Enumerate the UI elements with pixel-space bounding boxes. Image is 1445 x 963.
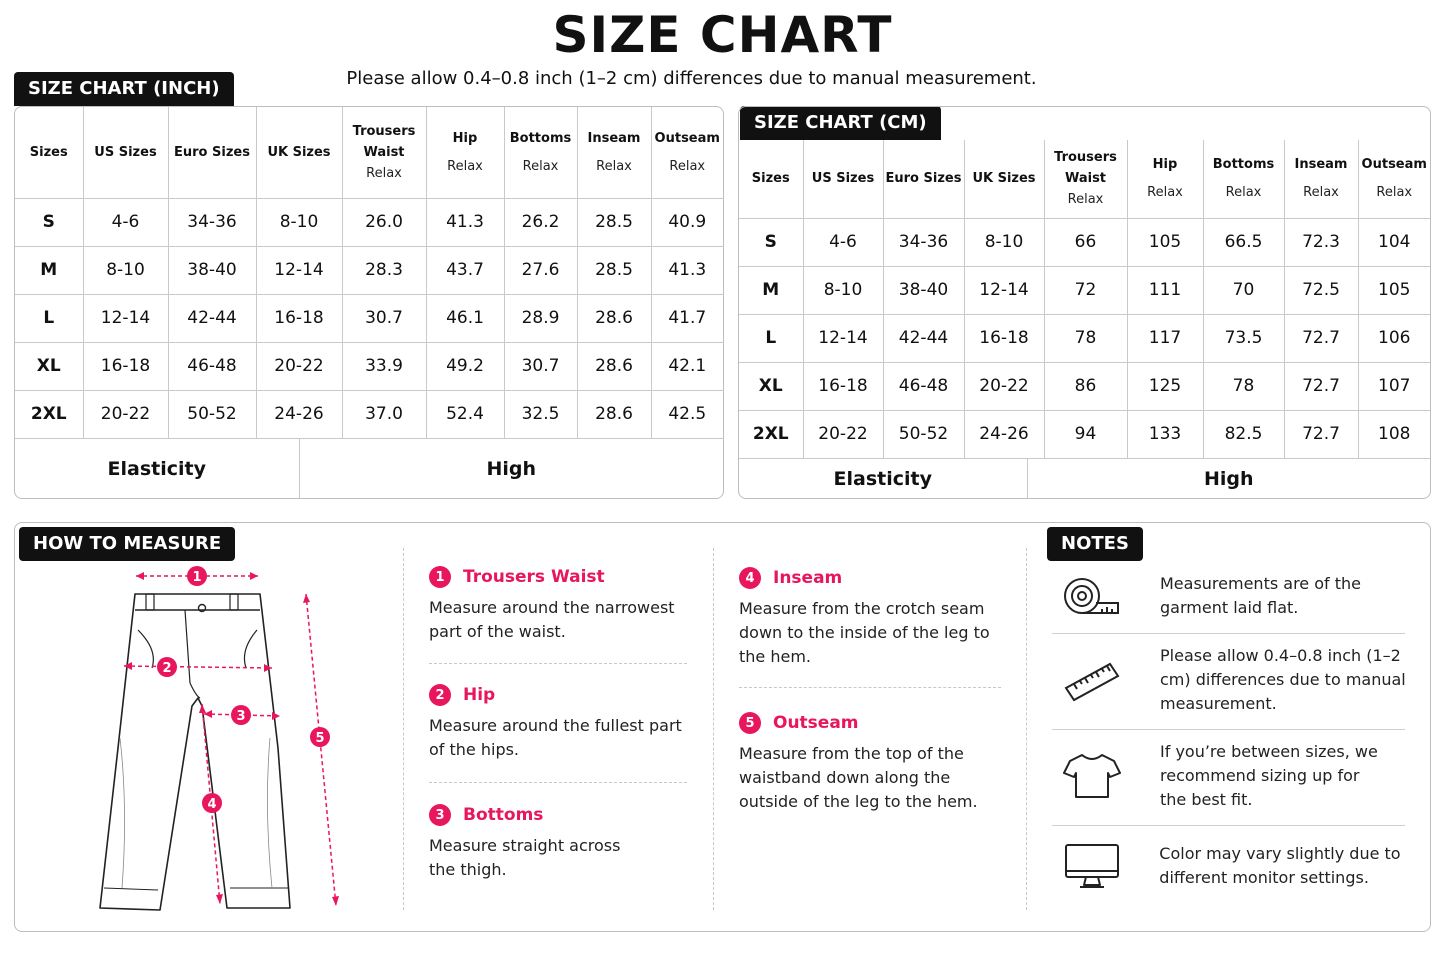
header-sizes: Sizes xyxy=(15,107,83,198)
header-label: Outseam xyxy=(1361,157,1427,173)
size-row xyxy=(15,342,723,390)
header-label: Bottoms xyxy=(1212,157,1275,173)
size-value: 66.5 xyxy=(1203,218,1284,266)
elasticity-row xyxy=(739,458,1430,499)
step-hip xyxy=(429,684,699,762)
column-divider xyxy=(713,548,714,910)
step-number: 4 xyxy=(739,567,761,589)
size-value: 72.7 xyxy=(1284,314,1358,362)
step-number: 2 xyxy=(429,684,451,706)
size-value: 46-48 xyxy=(883,362,964,410)
size-value: 26.0 xyxy=(342,198,426,246)
cm-chart-tag: SIZE CHART (CM) xyxy=(740,106,941,140)
elasticity-label: Elasticity xyxy=(739,458,1027,499)
header-inseam xyxy=(1284,140,1358,218)
step-outseam xyxy=(739,712,1009,814)
header-sub: Relax xyxy=(522,158,559,174)
size-value: 32.5 xyxy=(504,390,577,438)
size-value: 40.9 xyxy=(651,198,723,246)
size-value: 70 xyxy=(1203,266,1284,314)
size-value: 20-22 xyxy=(83,390,168,438)
size-row xyxy=(15,246,723,294)
header-trousers-waist xyxy=(342,107,426,198)
size-value: 108 xyxy=(1358,410,1430,458)
note-divider xyxy=(1052,729,1405,730)
header-label: Bottoms xyxy=(509,130,572,146)
size-value: 46.1 xyxy=(426,294,504,342)
step-name: Inseam xyxy=(773,568,843,588)
tshirt-icon xyxy=(1052,751,1132,801)
size-label: L xyxy=(739,314,803,362)
size-value: 30.7 xyxy=(504,342,577,390)
size-value: 72.5 xyxy=(1284,266,1358,314)
size-value: 41.3 xyxy=(651,246,723,294)
size-value: 66 xyxy=(1044,218,1127,266)
header-label: Inseam xyxy=(1294,157,1348,173)
size-value: 111 xyxy=(1127,266,1203,314)
inch-elasticity-table xyxy=(15,438,723,499)
header-label: Hip xyxy=(452,130,478,146)
size-value: 20-22 xyxy=(803,410,883,458)
header-sizes: Sizes xyxy=(739,140,803,218)
inch-chart-tag: SIZE CHART (INCH) xyxy=(14,72,234,106)
size-value: 12-14 xyxy=(964,266,1044,314)
page-subtitle: Please allow 0.4–0.8 inch (1–2 cm) differences due to manual measurement. xyxy=(346,68,1037,89)
elasticity-value: High xyxy=(1203,467,1254,490)
step-name: Outseam xyxy=(773,713,859,733)
size-value: 42-44 xyxy=(883,314,964,362)
cm-size-table xyxy=(739,140,1430,459)
note-item xyxy=(1052,644,1412,716)
header-outseam xyxy=(1358,140,1430,218)
size-value: 73.5 xyxy=(1203,314,1284,362)
size-value: 28.9 xyxy=(504,294,577,342)
size-value: 8-10 xyxy=(256,198,342,246)
header-label: Waist xyxy=(363,144,405,160)
size-value: 4-6 xyxy=(803,218,883,266)
size-value: 105 xyxy=(1358,266,1430,314)
size-label: S xyxy=(15,198,83,246)
size-value: 78 xyxy=(1203,362,1284,410)
header-hip xyxy=(426,107,504,198)
size-value: 28.6 xyxy=(577,342,651,390)
size-value: 49.2 xyxy=(426,342,504,390)
notes-tag: NOTES xyxy=(1047,527,1143,561)
size-value: 16-18 xyxy=(964,314,1044,362)
size-value: 42.1 xyxy=(651,342,723,390)
size-row xyxy=(739,218,1430,266)
header-uk-sizes: UK Sizes xyxy=(256,107,342,198)
header-sub: Relax xyxy=(669,158,706,174)
elasticity-row xyxy=(15,438,723,499)
size-value: 24-26 xyxy=(256,390,342,438)
size-row xyxy=(739,266,1430,314)
size-value: 50-52 xyxy=(883,410,964,458)
step-description: Measure around the fullest part of the hips. xyxy=(429,716,682,759)
size-value: 26.2 xyxy=(504,198,577,246)
size-value: 28.6 xyxy=(577,294,651,342)
cm-chart-panel xyxy=(738,106,1431,499)
size-value: 34-36 xyxy=(883,218,964,266)
note-divider xyxy=(1052,825,1405,826)
size-value: 8-10 xyxy=(803,266,883,314)
size-row xyxy=(15,198,723,246)
size-value: 72 xyxy=(1044,266,1127,314)
size-value: 24-26 xyxy=(964,410,1044,458)
column-divider xyxy=(403,548,404,910)
size-value: 94 xyxy=(1044,410,1127,458)
size-value: 41.7 xyxy=(651,294,723,342)
header-us-sizes: US Sizes xyxy=(83,107,168,198)
inch-table-body xyxy=(15,198,723,438)
header-label: Inseam xyxy=(587,130,641,146)
cm-table-body xyxy=(739,218,1430,458)
note-item xyxy=(1052,740,1412,812)
step-divider xyxy=(429,663,687,664)
header-hip xyxy=(1127,140,1203,218)
size-value: 78 xyxy=(1044,314,1127,362)
header-bottoms xyxy=(504,107,577,198)
ruler-icon xyxy=(1052,658,1132,702)
note-item xyxy=(1052,571,1412,621)
header-sub: Relax xyxy=(1303,185,1339,201)
marker-label: 5 xyxy=(315,731,325,746)
step-number: 5 xyxy=(739,712,761,734)
size-value: 28.6 xyxy=(577,390,651,438)
size-label: M xyxy=(15,246,83,294)
trousers-outline xyxy=(100,594,290,910)
step-description: Measure around the narrowest part of the waist. xyxy=(429,598,675,641)
size-value: 104 xyxy=(1358,218,1430,266)
size-value: 107 xyxy=(1358,362,1430,410)
header-euro-sizes: Euro Sizes xyxy=(168,107,256,198)
size-value: 12-14 xyxy=(803,314,883,362)
measuring-tape-icon xyxy=(1052,574,1132,618)
header-sub: Relax xyxy=(447,158,483,174)
size-value: 41.3 xyxy=(426,198,504,246)
marker-label: 4 xyxy=(207,797,217,812)
cm-header-row xyxy=(739,140,1430,218)
size-value: 117 xyxy=(1127,314,1203,362)
measure-marker-3 xyxy=(231,705,251,725)
size-value: 82.5 xyxy=(1203,410,1284,458)
monitor-icon xyxy=(1052,841,1131,891)
size-value: 30.7 xyxy=(342,294,426,342)
marker-label: 2 xyxy=(162,661,172,676)
elasticity-value: High xyxy=(486,457,537,480)
header-label: Trousers xyxy=(352,123,416,139)
step-name: Bottoms xyxy=(463,805,544,825)
size-value: 28.5 xyxy=(577,246,651,294)
size-row xyxy=(739,314,1430,362)
note-text: Please allow 0.4–0.8 inch (1–2 cm) differences due to manual measurement. xyxy=(1160,646,1406,713)
size-value: 125 xyxy=(1127,362,1203,410)
size-row xyxy=(739,410,1430,458)
size-value: 72.7 xyxy=(1284,362,1358,410)
size-value: 72.7 xyxy=(1284,410,1358,458)
measure-marker-4 xyxy=(202,793,222,813)
note-item xyxy=(1052,838,1412,894)
size-value: 37.0 xyxy=(342,390,426,438)
step-bottoms xyxy=(429,804,699,882)
inch-size-table xyxy=(15,107,723,439)
step-divider xyxy=(739,687,1001,688)
trousers-diagram xyxy=(80,558,380,918)
header-outseam xyxy=(651,107,723,198)
size-label: XL xyxy=(739,362,803,410)
step-number: 3 xyxy=(429,804,451,826)
size-value: 42.5 xyxy=(651,390,723,438)
size-value: 52.4 xyxy=(426,390,504,438)
size-row xyxy=(15,390,723,438)
header-sub: Relax xyxy=(1067,192,1104,208)
size-value: 133 xyxy=(1127,410,1203,458)
marker-label: 3 xyxy=(236,709,246,724)
size-value: 38-40 xyxy=(883,266,964,314)
size-value: 20-22 xyxy=(256,342,342,390)
note-text: If you’re between sizes, we recommend sizing up for the best fit. xyxy=(1160,742,1378,809)
size-row xyxy=(739,362,1430,410)
note-divider xyxy=(1052,633,1405,634)
page-title: SIZE CHART xyxy=(552,6,893,64)
header-label: Hip xyxy=(1152,157,1178,173)
header-trousers-waist xyxy=(1044,140,1127,218)
header-label: Trousers xyxy=(1054,150,1117,166)
size-value: 28.3 xyxy=(342,246,426,294)
marker-label: 1 xyxy=(192,570,202,585)
elasticity-label: Elasticity xyxy=(15,438,299,499)
size-value: 8-10 xyxy=(964,218,1044,266)
header-sub: Relax xyxy=(366,165,402,181)
size-value: 46-48 xyxy=(168,342,256,390)
step-description: Measure from the crotch seam down to the inside of the leg to the hem. xyxy=(739,599,990,666)
size-value: 12-14 xyxy=(256,246,342,294)
header-sub: Relax xyxy=(596,158,632,174)
inch-header-row xyxy=(15,107,723,198)
size-label: XL xyxy=(15,342,83,390)
header-uk-sizes: UK Sizes xyxy=(964,140,1044,218)
column-divider xyxy=(1026,548,1027,910)
step-description: Measure straight across the thigh. xyxy=(429,836,621,879)
size-value: 50-52 xyxy=(168,390,256,438)
header-euro-sizes: Euro Sizes xyxy=(883,140,964,218)
size-row xyxy=(15,294,723,342)
size-value: 33.9 xyxy=(342,342,426,390)
size-value: 8-10 xyxy=(83,246,168,294)
size-value: 28.5 xyxy=(577,198,651,246)
size-value: 105 xyxy=(1127,218,1203,266)
header-sub: Relax xyxy=(1147,185,1183,201)
inch-chart-panel xyxy=(14,106,724,499)
header-sub: Relax xyxy=(1376,185,1413,201)
size-value: 16-18 xyxy=(803,362,883,410)
size-label: 2XL xyxy=(15,390,83,438)
size-value: 20-22 xyxy=(964,362,1044,410)
size-label: 2XL xyxy=(739,410,803,458)
size-value: 4-6 xyxy=(83,198,168,246)
measure-marker-5 xyxy=(310,727,330,747)
header-label: Waist xyxy=(1064,171,1107,187)
step-name: Trousers Waist xyxy=(463,567,605,587)
size-value: 106 xyxy=(1358,314,1430,362)
size-value: 86 xyxy=(1044,362,1127,410)
size-value: 34-36 xyxy=(168,198,256,246)
size-value: 42-44 xyxy=(168,294,256,342)
step-trousers-waist xyxy=(429,566,699,644)
header-label: Outseam xyxy=(654,130,720,146)
step-inseam xyxy=(739,567,1009,669)
cm-elasticity-table xyxy=(739,458,1430,499)
size-value: 27.6 xyxy=(504,246,577,294)
how-to-measure-tag: HOW TO MEASURE xyxy=(19,527,235,561)
header-sub: Relax xyxy=(1225,185,1262,201)
size-value: 72.3 xyxy=(1284,218,1358,266)
size-value: 38-40 xyxy=(168,246,256,294)
size-value: 16-18 xyxy=(83,342,168,390)
size-label: S xyxy=(739,218,803,266)
note-text: Measurements are of the garment laid flat. xyxy=(1160,574,1361,617)
step-description: Measure from the top of the waistband down along the outside of the leg to the hem. xyxy=(739,744,978,811)
header-inseam xyxy=(577,107,651,198)
size-value: 43.7 xyxy=(426,246,504,294)
measure-marker-2 xyxy=(157,657,177,677)
header-us-sizes: US Sizes xyxy=(803,140,883,218)
note-text: Color may vary slightly due to different monitor settings. xyxy=(1159,844,1401,887)
measure-marker-1 xyxy=(187,566,207,586)
header-bottoms xyxy=(1203,140,1284,218)
size-value: 12-14 xyxy=(83,294,168,342)
size-label: M xyxy=(739,266,803,314)
size-label: L xyxy=(15,294,83,342)
step-number: 1 xyxy=(429,566,451,588)
step-divider xyxy=(429,782,687,783)
size-value: 16-18 xyxy=(256,294,342,342)
step-name: Hip xyxy=(463,685,496,705)
